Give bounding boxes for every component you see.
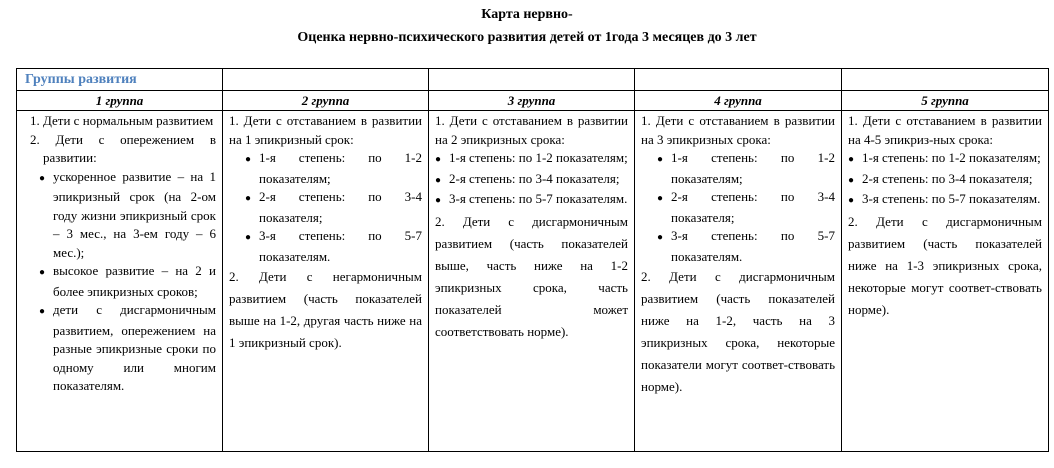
group-1-item-2: 2. Дети с опережением в развитии: [30,131,216,165]
group-2-item-2: 2. Дети с негармоничным развитием (часть показателей выше на 1-2, другая часть ниже на 1 эпикризный срок). [229,269,422,350]
group-1-bullet: ● дети с дисгармоничным развитием, опережением на разные эпикризные сроки по одному или многим показателям. [23,301,216,396]
group-1-bullet: ● ускоренное развитие – на 1 эпикризный срок (на 2-ом году жизни эпикризный срок – 3 мес., на 3-ем году – 6 мес.); [23,168,216,263]
group-5-bullet: ● 1-я степень: по 1-2 показателям; [848,149,1042,170]
group-4-bullet: ● 1-я степень: по 1-2 показателям; [641,149,835,188]
group-3-item-1: 1. Дети с отставанием в развитии на 2 эпикризных срока: [435,113,628,147]
group-5-bullet: ● 3-я степень: по 5-7 показателям. [848,190,1042,211]
group-3-bullet: ● 3-я степень: по 5-7 показателям. [435,190,628,211]
group-3-item-2: 2. Дети с дисгармоничным развитием (часть показателей выше, часть ниже на 1-2 эпикризных срока, часть показателей может соответствовать норме). [435,213,628,339]
group-4-item-2: 2. Дети с дисгармоничным развитием (часть показателей ниже на 1-2, часть на 3 эпикризных срока, некоторые показатели могут соответ-ствовать норме). [641,269,835,394]
group-description-row [17,111,1049,452]
header-cell [429,69,635,91]
document-title: Карта нервно- [481,7,573,22]
group-1-bullet: ● высокое развитие – на 2 и более эпикризных сроков; [23,262,216,301]
group-5-heading: 5 группа [842,91,1049,111]
group-2-heading: 2 группа [223,91,429,111]
header-cell [635,69,842,91]
group-1-item-1: 1. Дети с нормальным развитием [30,113,214,128]
group-2-bullet: ● 2-я степень: по 3-4 показателя; [229,188,422,227]
group-3-bullet: ● 2-я степень: по 3-4 показателя; [435,170,628,191]
group-4-item-1: 1. Дети с отставанием в развитии на 3 эпикризных срока: [641,113,835,147]
group-1-cell [17,111,223,452]
group-4-bullet: ● 3-я степень: по 5-7 показателям. [641,227,835,266]
group-4-cell [635,111,842,452]
group-5-bullet: ● 2-я степень: по 3-4 показателя; [848,170,1042,191]
header-cell [17,69,223,91]
group-2-cell [223,111,429,452]
table-header-row [17,69,1049,91]
development-groups-table [16,68,1049,452]
group-1-heading: 1 группа [17,91,223,111]
group-2-bullet: ● 1-я степень: по 1-2 показателям; [229,149,422,188]
group-3-heading: 3 группа [429,91,635,111]
group-3-cell [429,111,635,452]
group-2-item-1: 1. Дети с отставанием в развитии на 1 эпикризный срок: [229,113,422,147]
group-5-item-2: 2. Дети с дисгармоничным развитием (часть показателей ниже на 1-3 эпикризных срока, некоторые могут соответ-ствовать норме). [848,213,1042,317]
groups-header-label: Группы развития [25,72,137,87]
group-number-row [17,91,1049,111]
group-4-heading: 4 группа [635,91,842,111]
document-subtitle: Оценка нервно-психического развития детей от 1года 3 месяцев до 3 лет [297,30,757,45]
group-3-bullet: ● 1-я степень: по 1-2 показателям; [435,149,628,170]
group-5-item-1: 1. Дети с отставанием в развитии на 4-5 эпикриз-ных срока: [848,113,1042,147]
group-5-cell [842,111,1049,452]
header-cell [842,69,1049,91]
header-cell [223,69,429,91]
group-2-bullet: ● 3-я степень: по 5-7 показателям. [229,227,422,266]
group-4-bullet: ● 2-я степень: по 3-4 показателя; [641,188,835,227]
